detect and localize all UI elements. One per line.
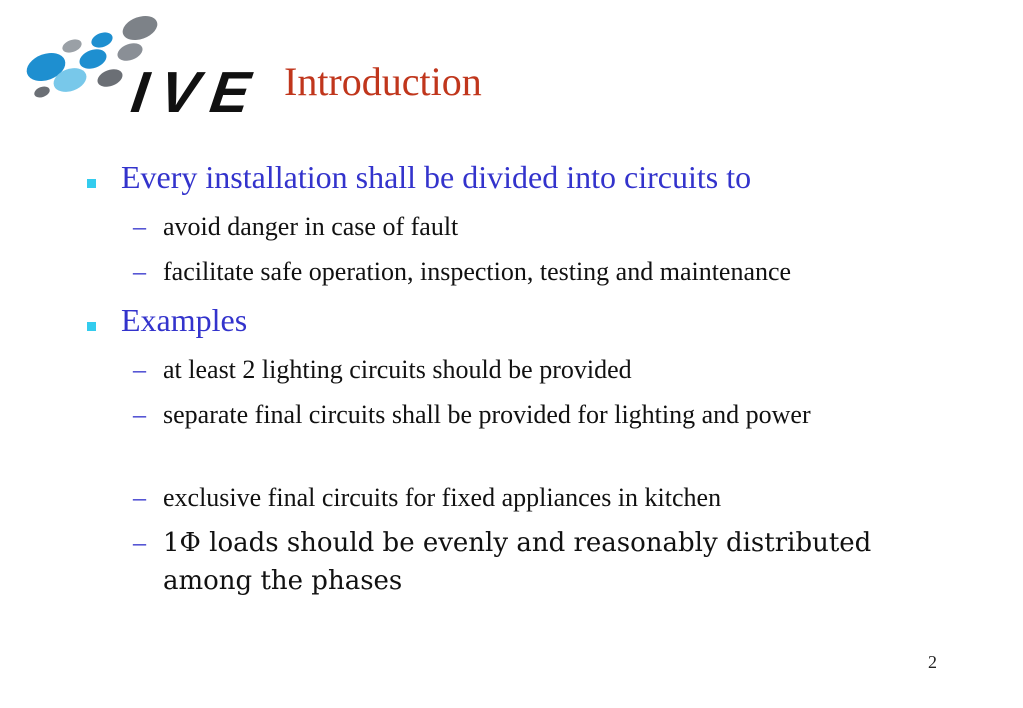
list-item: exclusive final circuits for fixed appliances in kitchen [163,483,722,512]
page-number: 2 [928,652,937,672]
section-heading: Every installation shall be divided into circuits to [121,159,752,195]
list-item: facilitate safe operation, inspection, testing and maintenance [163,257,792,286]
list-item: 1Φ loads should be evenly and reasonably distributed among the phases [163,528,872,596]
slide-title: Introduction [284,59,482,104]
dash-marker: – [133,483,146,512]
dash-marker: – [133,355,146,384]
list-item: avoid danger in case of fault [163,212,459,241]
dash-marker: – [133,528,146,557]
bullet-square-icon [87,179,96,188]
dash-marker: – [133,400,146,429]
dash-marker: – [133,257,146,286]
list-item: at least 2 lighting circuits should be provided [163,355,632,384]
logo-wordmark: IVE [127,60,267,125]
section-heading: Examples [121,302,248,338]
bullet-square-icon [87,322,96,331]
dash-marker: – [133,212,146,241]
list-item: separate final circuits shall be provided for lighting and power [163,400,811,429]
